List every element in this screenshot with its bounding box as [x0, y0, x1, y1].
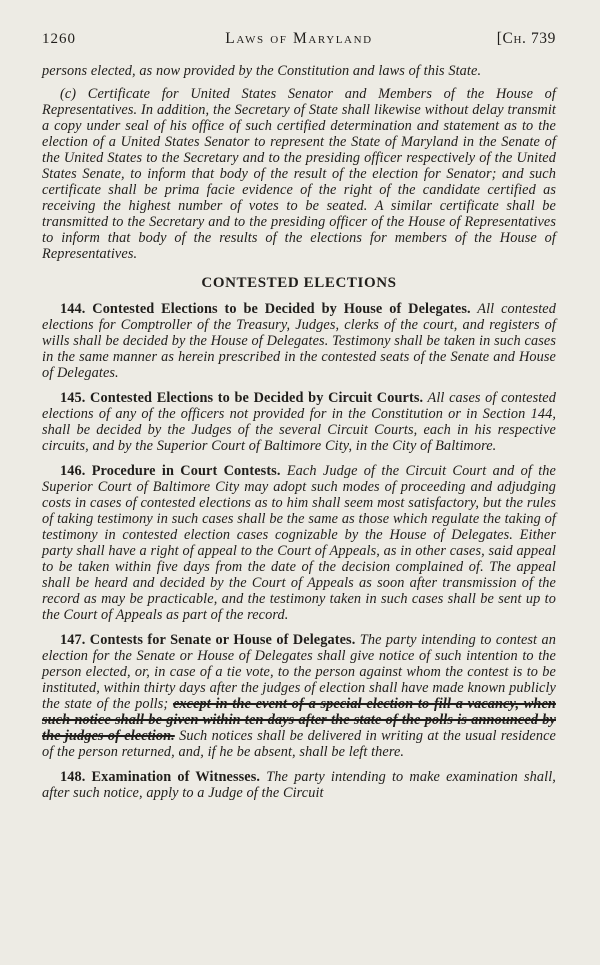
section-144-paragraph [42, 301, 556, 381]
section-146-body: Each Judge of the Circuit Court and of the Superior Court of Baltimore City may adopt such modes of proceeding and adjudging costs in cases of contested elections as to him shall seem most satisfactory, but the rules of taking testimony in such cases shall be the same as those which regulate the taking of testimony in contested election cases cognizable by the House of Delegates. Either party shall have a right of appeal to the Court of Appeals, as in other cases, said appeal to be taken within five days from the date of the decision complained of. The appeal shall be heard and decided by the Court of Appeals as soon after transmission of the record as may be practicable, and the testimony taken in such cases shall be sent up to the Court of Appeals as part of the record. [42, 463, 556, 623]
section-144-label: 144. Contested Elections to be Decided by House of Delegates. [60, 301, 471, 317]
section-146-label: 146. Procedure in Court Contests. [60, 463, 281, 479]
section-147-body-after: Such notices shall be delivered in writing at the usual residence of the person returned, and, if he be absent, shall be left there. [42, 728, 556, 760]
section-148-paragraph [42, 769, 556, 801]
subsection-c-paragraph: (c) Certificate for United States Senator and Members of the House of Representatives. In addition, the Secretary of State shall likewise without delay transmit a copy under seal of his office of such certified determination and statement as to the election of a United States Senator to represent the State of Maryland in the Senate of the United States to the Secretary and to the presiding officer respectively of the United States Senate, to inform that body of the result of the election for Senator; and such certificate shall be prima facie evidence of the right of the candidate certified as receiving the highest number of votes to be seated. A similar certificate shall be transmitted to the Secretary and to the presiding officer of the House of Representatives to inform that body of the results of the elections for members of the House of Representatives. [42, 86, 556, 262]
running-title: Laws of Maryland [225, 30, 373, 47]
continuation-paragraph: persons elected, as now provided by the Constitution and laws of this State. [42, 63, 482, 79]
contested-elections-heading: CONTESTED ELECTIONS [201, 275, 397, 291]
section-146-paragraph [42, 463, 556, 623]
section-147-paragraph [42, 632, 556, 760]
section-147-body: The party intending to contest an election for the Senate or House of Delegates shall give notice of such intention to the person elected, or, in case of a tie vote, to the person against whom the contest is to be instituted, within thirty days after the judges of election shall have made known publicly the state of the polls; [42, 632, 557, 712]
page-body [42, 63, 556, 801]
section-148-body: The party intending to make examination shall, after such notice, apply to a Judge of the Circuit [42, 769, 556, 801]
chapter-reference: [Ch. 739 [496, 30, 556, 47]
section-147-label: 147. Contests for Senate or House of Delegates. [60, 632, 356, 648]
page-number: 1260 [42, 31, 76, 47]
section-144-body: All contested elections for Comptroller of the Treasury, Judges, clerks of the court, and registers of wills shall be decided by the House of Delegates. Testimony shall be taken in such cases in the same manner as herein prescribed in the contested seats of the Senate and House of Delegates. [42, 301, 556, 381]
section-145-label: 145. Contested Elections to be Decided by Circuit Courts. [60, 390, 424, 406]
page-header [42, 30, 556, 48]
section-145-paragraph [42, 390, 556, 454]
section-145-body: All cases of contested elections of any of the officers not provided for in the Constitution or in Section 144, shall be decided by the Judges of the several Circuit Courts, each in his respective circuits, and by the Superior Court of Baltimore City, in the City of Baltimore. [42, 390, 556, 454]
section-148-label: 148. Examination of Witnesses. [60, 769, 261, 785]
section-147-struck-text: except in the event of a special election to fill a vacancy, when such notice shall be given within ten days after the state of the polls is announced by the judges of election. [42, 696, 556, 744]
